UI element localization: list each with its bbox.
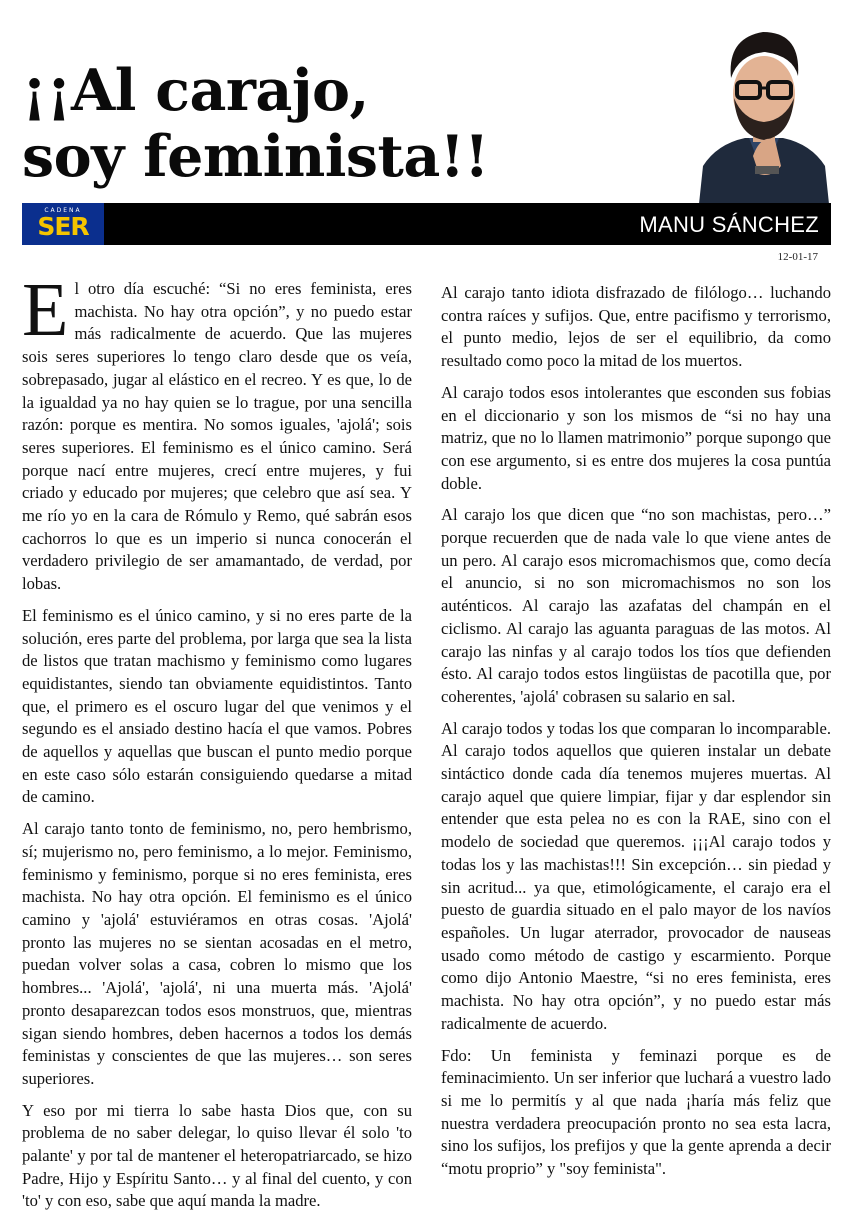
paragraph: Al carajo los que dicen que “no son machistas, pero…” porque recuerden que de nada vale lo que viene antes de un pero. Al carajo esos micromachismos que, como decía el anuncio, si no son micromachismos no son los auténticos. Al carajo las azafatas del champán en el ciclismo. Al carajo las aguanta paraguas de las motos. Al carajo las ninfas y al carajo todos los tíos que defienden ésto. Al carajo todos estos lingüistas de pacotilla que, por coherentes, 'ajolá' cobrasen su salario en sal. [441, 505, 831, 706]
drop-cap: E [22, 268, 69, 352]
paragraph: El feminismo es el único camino, y si no eres parte de la solución, eres parte del problema, por larga que sea la lista de listos que tratan machismo y feminismo como lugares equidistantes, siendo tan obviamente equidistintos. Tanto que, el primero es el oscuro lugar del que venimos y el segundo es el ansiado destino hacía el que vamos. Pobres de aquellos y aquellas que buscan el punto medio porque en este caso sólo estarán consiguiendo quedarse a mitad de camino. [22, 605, 412, 807]
author-portrait-illustration [697, 16, 831, 204]
paragraph: Fdo: Un feminista y feminazi porque es de feminacimiento. Un ser inferior que luchará a vuestro lado si me lo permitís y al que nada ¡haría más feliz que nuestra verdadera preocupación pronto no sea esta lacra, sino los sufijos, los prefijos y que la gente aprenda a decir “motu proprio” y "soy feminista". [441, 1045, 831, 1179]
paragraph-text: l otro día escuché: “Si no eres feminista, eres machista. No hay otra opción”, y no puedo estar más radicalmente de acuerdo. Que las mujeres sois seres superiores lo tengo claro desde que os veía, sobrepasado, jugar al elástico en el recreo. Y es que, lo de la igualdad ya no hay quien se lo trague, por una sencilla razón: porque es mentira. No somos iguales, 'ajolá'; sois seres superiores. El feminismo es el único camino. Será porque nací entre mujeres, crecí entre mujeres, y fui criado y educado por mujeres; que celebro que así sea. Y me río yo en la cara de Rómulo y Remo, qué sabrán esos cachorros lo que es un imperio si nunca conocerán el verdadero privilegio de ser amamantado, de verdad, por lobas. [22, 279, 412, 594]
paragraph [22, 268, 412, 596]
article-column-right [441, 282, 831, 1190]
paragraph: Al carajo tanto tonto de feminismo, no, pero hembrismo, sí; mujerismo no, pero feminismo, a lo mejor. Feminismo, feminismo y feminismo, porque si no eres feminista, eres machista. No hay otra opción. El feminismo es el único camino y 'ajolá' estuviéramos en otras cosas. 'Ajolá' pronto las mujeres no se sientan acosadas en el metro, puedan volver solas a casa, cobren lo mismo que los hombres... 'Ajolá', 'ajolá', ni una muerta más. 'Ajolá' pronto desaparezcan todos esos monstruos, que, mientras sigan siendo hombres, deben hacernos a todos los demás feministas y conscientes de que las mujeres… son seres superiores. [22, 819, 412, 1088]
publish-date: 12-01-17 [777, 251, 818, 263]
headline-line-1: ¡¡Al carajo, [22, 57, 369, 124]
paragraph: Y eso por mi tierra lo sabe hasta Dios que, con su problema de no saber delegar, lo quiso llevar él solo 'to palante' y por tal de mantener el heteropatriarcado, se hizo Padre, Hijo y Espíritu Santo… y al final del cuento, y con 'to' y con eso, sabe que aquí manda la madre. [22, 1100, 412, 1211]
cadena-ser-logo [22, 203, 104, 245]
author-name: MANU SÁNCHEZ [639, 212, 819, 237]
logo-main-text: SER [37, 212, 89, 241]
paragraph: Al carajo tanto idiota disfrazado de filólogo… luchando contra raíces y sufijos. Que, entre pacifismo y terrorismo, el punto medio, lejos de ser el equilibrio, da como resultado como poco la mitad de los muertos. [441, 283, 831, 371]
headline [22, 58, 682, 190]
author-portrait [697, 16, 831, 204]
paragraph: Al carajo todos y todas los que comparan lo incomparable. Al carajo todos aquellos que quieren instalar un debate sintáctico donde cada día tenemos mujeres muertas. Al carajo aquel que quiere limpiar, fijar y dar esplendor sin entender que esta pelea no es con la RAE, sino con el modelo de sociedad que queremos. ¡¡¡Al carajo todos y todas los y las machistas!!! Sin excepción… sin piedad y sin acritud... ya que, etimológicamente, el carajo era el puesto de guardia situado en el palo mayor de los navíos españoles. Un lugar aterrador, provocador de nauseas usado como método de castigo y escarmiento. Porque como dijo Antonio Maestre, “si no eres feminista, eres machista. No hay otra opción”, y no puedo estar más radicalmente de acuerdo. [441, 718, 831, 1033]
paragraph: Al carajo todos esos intolerantes que esconden sus fobias en el diccionario y son los mismos de “si no hay una matriz, que no lo llamen matrimonio” porque supongo que con ese argumento, si es entre dos mujeres la cosa puntúa doble. [441, 382, 831, 493]
logo-top-text: CADENA [44, 207, 82, 214]
article-column-left [22, 268, 412, 1222]
headline-line-2: soy feminista!! [22, 123, 489, 190]
